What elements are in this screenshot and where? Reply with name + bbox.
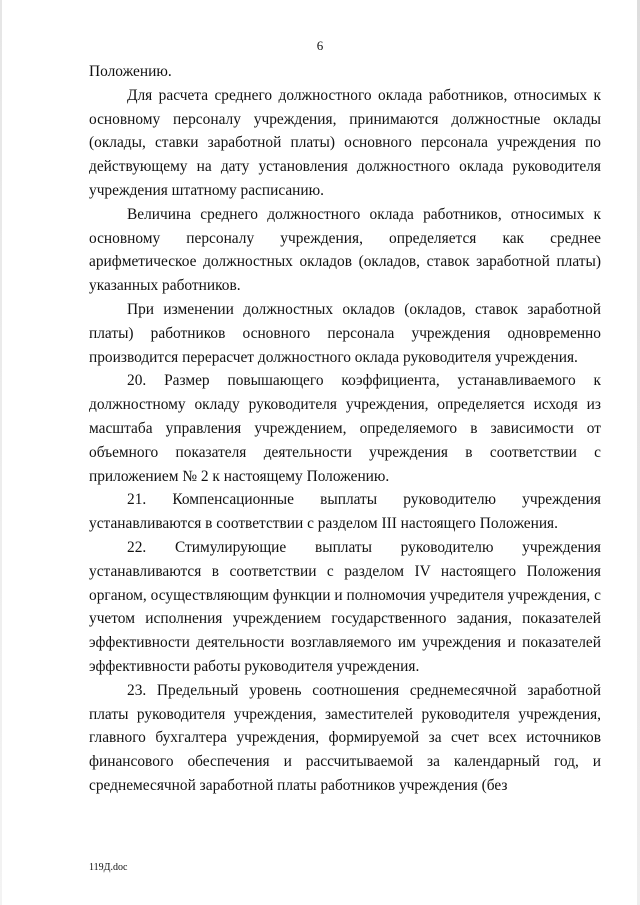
paragraph-average-salary-calculation: Для расчета среднего должностного оклада работников, относимых к основному персоналу учреждения, принимаются должностные оклады (оклады, ставки заработной платы) основного персонала учреждения по действующему на дату установления должностного оклада руководителя учреждения штатному расписанию. bbox=[89, 86, 601, 199]
page-number: 6 bbox=[316, 38, 324, 53]
paragraph-salary-recalculation: При изменении должностных окладов (окладов, ставок заработной платы) работников основного персонала учреждения одновременно производится перерасчет должностного оклада руководителя учреждения. bbox=[89, 300, 601, 366]
paragraph-continuation: Положению. bbox=[89, 63, 172, 80]
paragraph-item-20: 20. Размер повышающего коэффициента, устанавливаемого к должностному окладу руководителя учреждения, определяется исходя из масштаба управления учреждением, определяемого в зависимости от объемного показателя деятельности учреждения в соответствии с приложением № 2 к настоящему Положению. bbox=[89, 372, 601, 485]
footer-filename: 119Д.doc bbox=[89, 862, 128, 873]
paragraph-item-23: 23. Предельный уровень соотношения среднемесячной заработной платы руководителя учреждения, заместителей руководителя учреждения, главного бухгалтера учреждения, формируемой за счет всех источников финансового обеспечения и рассчитываемой за календарный год, и среднемесячной заработной платы работников учреждения (без bbox=[89, 681, 601, 794]
paragraph-item-21: 21. Компенсационные выплаты руководителю учреждения устанавливаются в соответствии с разделом III настоящего Положения. bbox=[89, 491, 601, 533]
paragraph-average-salary-value: Величина среднего должностного оклада работников, относимых к основному персоналу учреждения, определяется как среднее арифметическое должностных окладов (окладов, ставок заработной платы) указанных работников. bbox=[89, 205, 601, 295]
paragraph-item-22: 22. Стимулирующие выплаты руководителю учреждения устанавливаются в соответствии с разделом IV настоящего Положения органом, осуществляющим функции и полномочия учредителя учреждения, с учетом исполнения учреждением государственного задания, показателей эффективности деятельности возглавляемого им учреждения и показателей эффективности работы руководителя учреждения. bbox=[89, 538, 601, 675]
scan-edge-left bbox=[0, 0, 2, 905]
document-body bbox=[89, 60, 601, 798]
